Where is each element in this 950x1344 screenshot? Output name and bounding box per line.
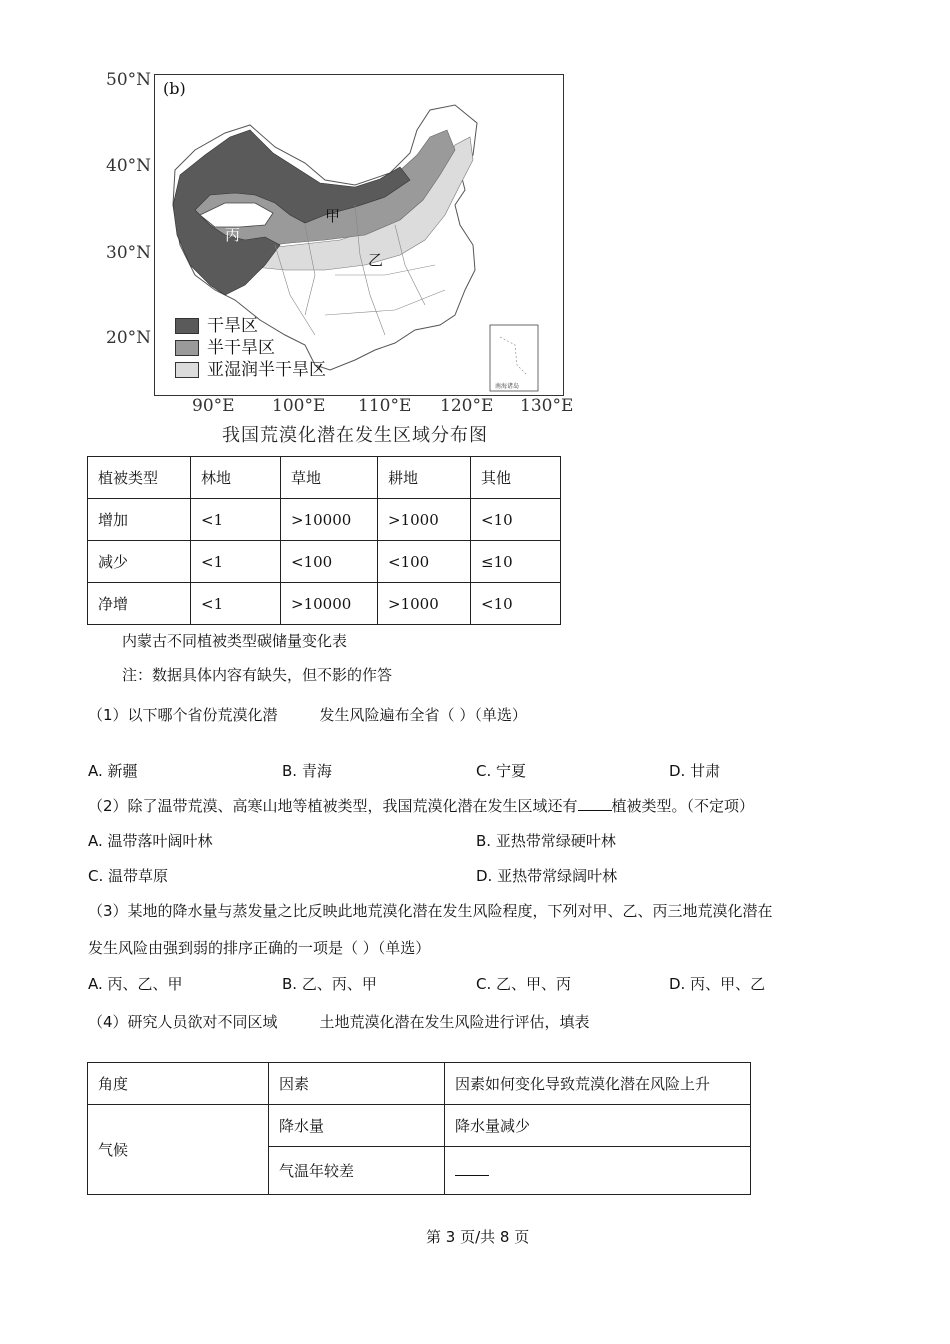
carbon-storage-table — [87, 456, 561, 625]
table-header-cell: 草地 — [281, 457, 378, 499]
question-3-stem-line1: （3）某地的降水量与蒸发量之比反映此地荒漠化潜在发生风险程度，下列对甲、乙、丙三地荒漠化潜在 — [88, 902, 773, 920]
answer-blank[interactable] — [455, 1161, 489, 1176]
table-cell: <100 — [378, 541, 471, 583]
q1-option-b[interactable]: B. 青海 — [282, 762, 332, 780]
table-row — [88, 1105, 751, 1147]
question-1-stem: （1）以下哪个省份荒漠化潜 发生风险遍布全省（ ）（单选） — [88, 706, 527, 724]
table-cell: 降水量减少 — [445, 1105, 751, 1147]
risk-assessment-table — [87, 1062, 751, 1195]
question-4-stem: （4）研究人员欲对不同区域 土地荒漠化潜在发生风险进行评估，填表 — [88, 1013, 590, 1031]
table-group-cell: 气候 — [88, 1105, 269, 1195]
lon-label-110: 110°E — [358, 396, 412, 416]
table-caption: 内蒙古不同植被类型碳储量变化表 — [122, 632, 348, 650]
question-3-stem-line2: 发生风险由强到弱的排序正确的一项是（ ）（单选） — [88, 939, 431, 957]
table-row — [88, 499, 561, 541]
legend-item-subhumid: 亚湿润半干旱区 — [175, 359, 326, 381]
table-cell: >10000 — [281, 583, 378, 625]
table-cell: <100 — [281, 541, 378, 583]
table-cell: ≤10 — [471, 541, 561, 583]
desertification-map — [100, 66, 580, 446]
south-china-sea-inset — [490, 325, 538, 391]
table-cell: 减少 — [88, 541, 191, 583]
table-cell: <1 — [191, 499, 281, 541]
table-cell: <1 — [191, 583, 281, 625]
q1-option-c[interactable]: C. 宁夏 — [476, 762, 527, 780]
q3-option-c[interactable]: C. 乙、甲、丙 — [476, 975, 572, 993]
table-header-cell: 林地 — [191, 457, 281, 499]
lat-label-20: 20°N — [106, 328, 152, 348]
lon-label-100: 100°E — [272, 396, 326, 416]
table-header-cell: 其他 — [471, 457, 561, 499]
table-cell: >1000 — [378, 583, 471, 625]
table-cell: <10 — [471, 499, 561, 541]
map-legend — [175, 315, 326, 381]
lon-label-120: 120°E — [440, 396, 494, 416]
q2-option-a[interactable]: A. 温带落叶阔叶林 — [88, 832, 213, 850]
inset-label: 南海诸岛 — [495, 383, 520, 390]
table-note: 注：数据具体内容有缺失，但不影的作答 — [122, 666, 393, 684]
table-header-cell: 植被类型 — [88, 457, 191, 499]
table-cell: 增加 — [88, 499, 191, 541]
table-cell: 降水量 — [269, 1105, 445, 1147]
q1-option-a[interactable]: A. 新疆 — [88, 762, 138, 780]
place-yi: 乙 — [368, 251, 384, 269]
lat-label-30: 30°N — [106, 243, 152, 263]
table-cell: 气温年较差 — [269, 1147, 445, 1195]
table-cell: 净增 — [88, 583, 191, 625]
q3-option-a[interactable]: A. 丙、乙、甲 — [88, 975, 183, 993]
answer-blank-cell[interactable] — [445, 1147, 751, 1195]
q2-option-b[interactable]: B. 亚热带常绿硬叶林 — [476, 832, 616, 850]
page-number: 第 3 页/共 8 页 — [426, 1228, 530, 1246]
table-header-row — [88, 457, 561, 499]
q1-option-d[interactable]: D. 甘肃 — [669, 762, 721, 780]
question-2-stem: （2）除了温带荒漠、高寒山地等植被类型，我国荒漠化潜在发生区域还有 植被类型。（不定项） — [88, 797, 755, 815]
lat-label-50: 50°N — [106, 70, 152, 90]
table-header-cell: 角度 — [88, 1063, 269, 1105]
map-title: 我国荒漠化潜在发生区域分布图 — [222, 425, 488, 446]
lat-label-40: 40°N — [106, 156, 152, 176]
legend-item-arid: 干旱区 — [175, 315, 326, 337]
table-header-cell: 耕地 — [378, 457, 471, 499]
place-jia: 甲 — [325, 207, 341, 225]
table-cell: >1000 — [378, 499, 471, 541]
table-header-cell: 因素如何变化导致荒漠化潜在风险上升 — [445, 1063, 751, 1105]
q2-option-c[interactable]: C. 温带草原 — [88, 867, 169, 885]
q3-option-d[interactable]: D. 丙、甲、乙 — [669, 975, 766, 993]
table-cell: <10 — [471, 583, 561, 625]
q2-option-d[interactable]: D. 亚热带常绿阔叶林 — [476, 867, 618, 885]
legend-swatch-arid — [175, 318, 199, 334]
q2-blank[interactable] — [578, 796, 612, 811]
table-header-cell: 因素 — [269, 1063, 445, 1105]
table-row — [88, 583, 561, 625]
map-frame — [154, 74, 564, 396]
table-row — [88, 541, 561, 583]
place-bing: 丙 — [225, 226, 241, 244]
lon-label-130: 130°E — [520, 396, 574, 416]
table-header-row — [88, 1063, 751, 1105]
q3-option-b[interactable]: B. 乙、丙、甲 — [282, 975, 377, 993]
panel-label: (b) — [163, 79, 186, 98]
legend-swatch-subhumid — [175, 362, 199, 378]
table-cell: >10000 — [281, 499, 378, 541]
legend-item-semi-arid: 半干旱区 — [175, 337, 326, 359]
table-cell: <1 — [191, 541, 281, 583]
lon-label-90: 90°E — [192, 396, 235, 416]
legend-swatch-semi-arid — [175, 340, 199, 356]
